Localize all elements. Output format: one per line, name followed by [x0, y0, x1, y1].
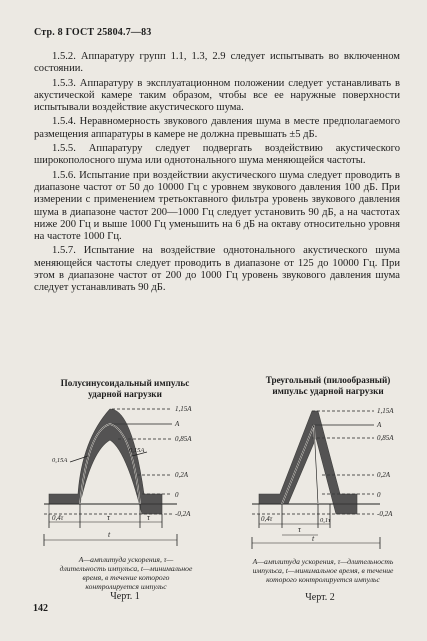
paragraph-1-5-6: 1.5.6. Испытание при воздействии акустического шума следует проводить в диапазоне частот от 50 до 10000 Гц с уровнем звукового давления 100 дБ. При измерении с применением третьоктавного фильтра уровень звукового давления шума в диапазоне частот 200—1000 Гц следует установить 90 дБ, а на частотах ниже 200 Гц и выше 1000 Гц уменьшить на 6 дБ на октаву относительно уровня на частоте 1000 Гц. [34, 169, 400, 243]
body-text [34, 51, 400, 297]
figure2-diagram [232, 400, 422, 550]
paragraph-1-5-3: 1.5.3. Аппаратуру в эксплуатационном положении следует устанавливать в акустической камере таким образом, чтобы все ее наружные поверхности испытывали воздействие акустического шума. [34, 77, 400, 114]
paragraph-1-5-2: 1.5.2. Аппаратуру групп 1.1, 1.3, 2.9 следует испытывать во включенном состоянии. [34, 51, 400, 75]
fig1-label-0-85a: 0,85A [175, 435, 192, 443]
fig2-label-0-1tau: 0,1τ [320, 517, 331, 524]
fig2-label-a: A [377, 421, 382, 429]
paragraph-1-5-4: 1.5.4. Неравномерность звукового давления шума в месте предполагаемого размещения аппаратуры в камере не должна превышать ±5 дБ. [34, 116, 400, 140]
fig2-label-1-15a: 1,15A [377, 407, 394, 415]
fig1-label-0-15a-left: 0,15A [52, 457, 68, 464]
fig2-label-0-85a: 0,85A [377, 434, 394, 442]
figure1-number: Черт. 1 [110, 591, 140, 602]
fig2-label-zero: 0 [377, 491, 381, 499]
figure2-caption: А—амплитуда ускорения, τ—длительность импульса, t—минимальное время, в течение которого контролируется импульс [252, 557, 394, 584]
paragraph-1-5-5: 1.5.5. Аппаратуру следует подвергать воздействию акустического широкополосного шума или однотонального шума меняющейся частоты. [34, 143, 400, 167]
fig2-label-0-2a: 0,2A [377, 471, 391, 479]
fig1-label-0-4tau: 0,4τ [52, 514, 64, 522]
figure2-number: Черт. 2 [305, 592, 335, 603]
fig2-label-t: t [312, 534, 315, 543]
figure1-title: Полусинусоидальный импульс ударной нагрузки [60, 378, 190, 399]
fig1-label-t: t [108, 530, 111, 539]
fig1-label-a: A [175, 420, 180, 428]
fig1-label-1-15a: 1,15A [175, 405, 192, 413]
fig1-label-0-15a-right: 0,15A [129, 447, 145, 454]
page-header: Стр. 8 ГОСТ 25804.7—83 [34, 27, 152, 38]
fig2-label-minus-0-2a: -0,2A [377, 510, 393, 518]
fig2-label-0-4tau: 0,4τ [261, 515, 273, 523]
fig1-label-minus-0-2a: -0,2A [175, 510, 191, 518]
page-number: 142 [33, 603, 48, 614]
figure2-title: Треугольный (пилообразный) импульс ударной нагрузки [265, 375, 391, 396]
fig1-label-zero: 0 [175, 491, 179, 499]
paragraph-1-5-7: 1.5.7. Испытание на воздействие однотонального акустического шума меняющейся частоты следует проводить в диапазоне от 125 до 10000 Гц. При этом в диапазоне частот от 200 до 1000 Гц уровень звукового давления шума следует устанавливать 90 дБ. [34, 245, 400, 294]
fig1-label-0-2a: 0,2A [175, 471, 189, 479]
fig2-label-tau: τ [298, 525, 301, 534]
fig1-label-tau-2: τ [147, 513, 150, 522]
fig1-label-tau: τ [107, 513, 110, 522]
figure1-caption: А—амплитуда ускорения, τ—длительность импульса, t—минимальное время, в течение которого контролируется импульс [59, 555, 193, 591]
figure1-diagram [22, 400, 212, 550]
